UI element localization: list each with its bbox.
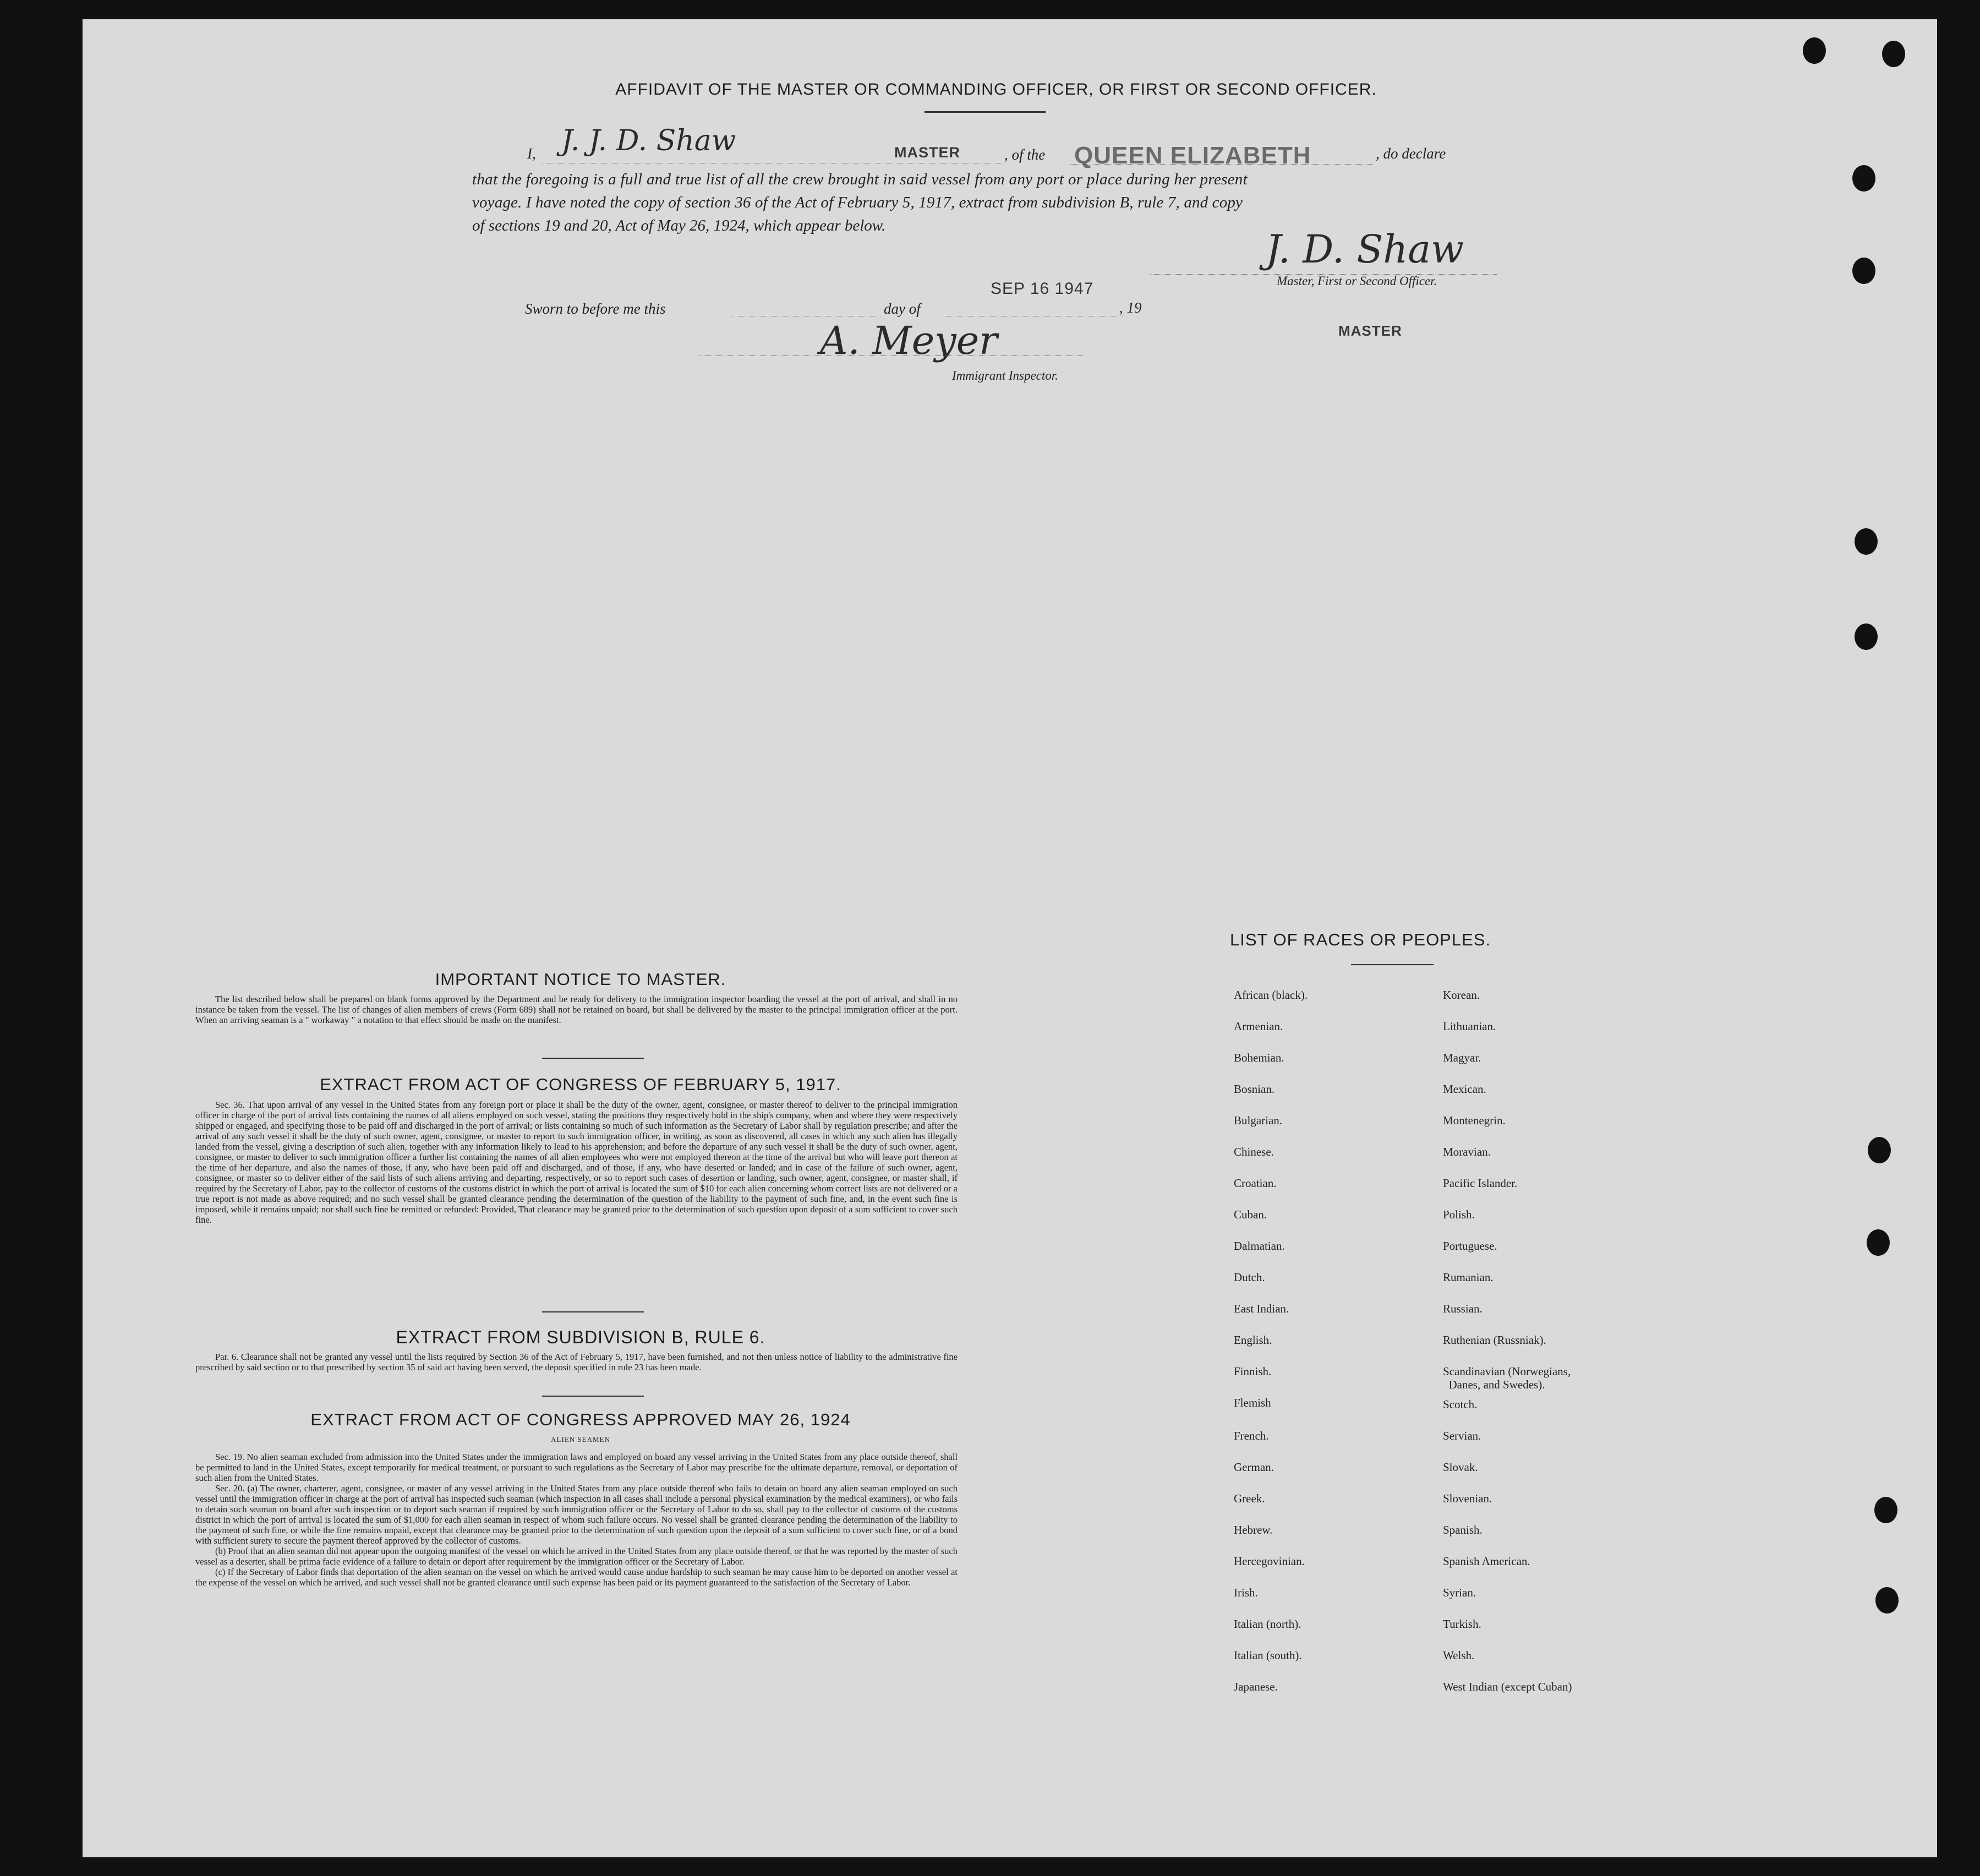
punch-hole	[1874, 1497, 1897, 1523]
race-item: Dalmatian.	[1234, 1239, 1285, 1253]
master-name-handwritten: J. J. D. Shaw	[561, 124, 736, 157]
affidavit-line-4: of sections 19 and 20, Act of May 26, 1924, which appear below.	[472, 217, 886, 234]
race-item: Lithuanian.	[1443, 1020, 1496, 1033]
punch-hole	[1855, 528, 1878, 555]
notice-body	[195, 994, 958, 1025]
sec-36-paragraph: Sec. 36. That upon arrival of any vessel in the United States from any foreign port or place it shall be the duty of the owner, agent, consignee, or master thereof to deliver to the principal immigration officer in charge of the port of arrival lists containing the names of all aliens employed on such vessel, stating the positions they respectively hold in the ship's company, when and where they were respectively shipped or engaged, and specifying those to be paid off and discharged in the port of arrival; or lists containing so much of such information as the Secretary of Labor shall by regulation prescribe; and after the arrival of any such vessel it shall be the duty of such owner, agent, consignee, or master to report to such immigration officer, in writing, as soon as discovered, all cases in which any such alien has illegally landed from the vessel, giving a description of such alien, together with any information likely to lead to his apprehension; and before the departure of any such vessel it shall be the duty of such owner, agent, consignee, or master to deliver to such immigration officer a further list containing the names of all alien employees who were not employed thereon at the time of the arrival but who will leave port thereon at the time of her departure, and also the names of those, if any, who have been paid off and discharged, and of those, if any, who have deserted or landed; and in case of the failure of such owner, agent, consignee, or master so to deliver either of the said lists of such aliens arriving and departing, respectively, or so to report such cases of desertion or landing, such owner, agent, consignee, or master shall, if required by the Secretary of Labor, pay to the collector of customs of the customs district in which the port of arrival is located the sum of $10 for each alien concerning whom correct lists are not delivered or a true report is not made as above required; and no such vessel shall be granted clearance pending the determination of the question of the liability to the payment of such fine, and, in the event such fine is imposed, while it remains unpaid; nor shall such fine be remitted or refunded: Provided, That clearance may be granted prior to the determination of such question upon deposit of a sum sufficient to cover such fine.	[195, 1100, 958, 1225]
race-item: Pacific Islander.	[1443, 1177, 1518, 1190]
rank-stamp: MASTER	[894, 144, 960, 161]
race-item: Korean.	[1443, 988, 1480, 1002]
race-item: Japanese.	[1234, 1680, 1278, 1693]
races-title-underline	[1351, 964, 1434, 965]
sec-20b-paragraph: (b) Proof that an alien seaman did not appear upon the outgoing manifest of the vessel on which he arrived in the United States from any place outside thereof, or that he was reported by the master of such vessel as a deserter, shall be prima facie evidence of a failure to detain or deport after requirement by the immigration officer or the Secretary of Labor.	[195, 1546, 958, 1567]
extract-rule6-title: EXTRACT FROM SUBDIVISION B, RULE 6.	[396, 1327, 765, 1347]
race-item: Dutch.	[1234, 1271, 1265, 1284]
year-prefix: , 19	[1119, 299, 1142, 316]
inspector-caption: Immigrant Inspector.	[952, 369, 1058, 382]
inspector-signature: A. Meyer	[820, 318, 998, 363]
divider	[542, 1396, 644, 1397]
sworn-text: Sworn to before me this	[525, 300, 666, 317]
extract-1917-body	[195, 1100, 958, 1225]
punch-hole	[1875, 1587, 1899, 1614]
race-item: Syrian.	[1443, 1586, 1476, 1599]
punch-hole	[1882, 41, 1905, 67]
race-item: Moravian.	[1443, 1145, 1491, 1158]
i-prefix: I,	[527, 145, 536, 162]
affidavit-title: AFFIDAVIT OF THE MASTER OR COMMANDING OFFICER, OR FIRST OR SECOND OFFICER.	[615, 80, 1377, 99]
title-underline	[925, 111, 1046, 113]
race-item: African (black).	[1234, 988, 1308, 1002]
race-item: East Indian.	[1234, 1302, 1289, 1315]
race-item: West Indian (except Cuban)	[1443, 1680, 1572, 1693]
punch-hole	[1868, 1137, 1891, 1163]
race-item: Portuguese.	[1443, 1239, 1497, 1253]
par-6-paragraph: Par. 6. Clearance shall not be granted any vessel until the lists required by Section 36 of the Act of February 5, 1917, have been furnished, and not then unless notice of liability to the administrative fine prescribed by said section or to that prescribed by section 35 of said act having been served, the deposit specified in rule 23 has been made.	[195, 1352, 958, 1372]
divider	[542, 1311, 644, 1312]
extract-1924-title: EXTRACT FROM ACT OF CONGRESS APPROVED MAY 26, 1924	[310, 1410, 851, 1429]
punch-hole	[1852, 165, 1875, 192]
notice-title: IMPORTANT NOTICE TO MASTER.	[435, 970, 726, 989]
race-item: Slovenian.	[1443, 1492, 1492, 1505]
race-item: French.	[1234, 1429, 1269, 1442]
race-item: Mexican.	[1443, 1082, 1486, 1096]
race-item: Italian (north).	[1234, 1617, 1301, 1631]
race-item: Ruthenian (Russniak).	[1443, 1333, 1546, 1347]
master-stamp: MASTER	[1338, 322, 1402, 339]
sec-20c-paragraph: (c) If the Secretary of Labor finds that deportation of the alien seaman on the vessel on which he arrived would cause undue hardship to such seaman he may cause him to be deported on another vessel at the expense of the vessel on which he arrived, and such vessel shall not be granted clearance until such expense has been paid or its payment guaranteed to the satisfaction of the Secretary of Labor.	[195, 1567, 958, 1588]
race-item: Turkish.	[1443, 1617, 1481, 1631]
race-item: Welsh.	[1443, 1649, 1475, 1662]
sec-19-paragraph: Sec. 19. No alien seaman excluded from admission into the United States under the immigration laws and employed on board any vessel arriving in the United States from any place outside thereof, shall be permitted to land in the United States, except temporarily for medical treatment, or pursuant to such regulations as the Secretary of Labor may prescribe for the ultimate departure, removal, or deportation of such alien from the United States.	[195, 1452, 958, 1483]
extract-1924-body	[195, 1452, 958, 1588]
notice-paragraph: The list described below shall be prepared on blank forms approved by the Department and be ready for delivery to the immigration inspector boarding the vessel at the port of arrival, and shall in no instance be taken from the vessel. The list of changes of alien members of crews (Form 689) shall not be retained on board, but shall be delivered by the master to the principal immigration officer at the port. When an arriving seaman is a " workaway " a notation to that effect should be made on the manifest.	[195, 994, 958, 1025]
race-item: Scandinavian (Norwegians, Danes, and Swedes).	[1443, 1365, 1571, 1391]
vessel-line	[1070, 164, 1373, 165]
race-item: Armenian.	[1234, 1020, 1283, 1033]
punch-hole	[1867, 1229, 1890, 1256]
race-item: Hebrew.	[1234, 1523, 1273, 1536]
race-item: Russian.	[1443, 1302, 1483, 1315]
race-item: Flemish	[1234, 1396, 1271, 1409]
sec-20a-paragraph: Sec. 20. (a) The owner, charterer, agent, consignee, or master of any vessel arriving in the United States from any place outside thereof who fails to detain on board any alien seaman employed on such vessel until the immigration officer in charge at the port of arrival has inspected such seaman (which inspection in all cases shall include a personal physical examination by the medical examiners), or who fails to detain such seaman on board after such inspection or to deport such seaman if required by such immigration officer or the Secretary of Labor to do so, shall pay to the collector of customs of the customs district in which the port of arrival is located the sum of $1,000 for each alien seaman in respect of whom such failure occurs. No vessel shall be granted clearance pending the determination of the liability to the payment of such fine, or while the fine remains unpaid, except that clearance may be granted prior to the determination of such question upon the deposit of a sum sufficient to cover such fine, or of a bond with sufficient surety to secure the payment thereof approved by the collector of customs.	[195, 1483, 958, 1546]
race-item: Rumanian.	[1443, 1271, 1494, 1284]
race-item: Slovak.	[1443, 1461, 1478, 1474]
master-signature: J. D. Shaw	[1266, 227, 1464, 272]
vessel-stamp: QUEEN ELIZABETH	[1074, 142, 1311, 169]
race-item: Hercegovinian.	[1234, 1555, 1305, 1568]
race-item: Montenegrin.	[1443, 1114, 1506, 1127]
inspector-signature-line	[699, 355, 1084, 356]
race-item: Spanish American.	[1443, 1555, 1530, 1568]
divider	[542, 1058, 644, 1059]
race-item: Bohemian.	[1234, 1051, 1284, 1064]
race-item: Croatian.	[1234, 1177, 1277, 1190]
race-item: Servian.	[1443, 1429, 1481, 1442]
race-item: Spanish.	[1443, 1523, 1483, 1536]
affidavit-line-3: voyage. I have noted the copy of section 36 of the Act of February 5, 1917, extract from subdivision B, rule 7, and copy	[472, 194, 1243, 211]
race-item: Bosnian.	[1234, 1082, 1275, 1096]
day-of-text: day of	[884, 300, 921, 317]
punch-hole	[1852, 258, 1875, 284]
alien-seamen-subtitle: ALIEN SEAMEN	[551, 1435, 610, 1443]
date-stamp: SEP 16 1947	[991, 280, 1094, 298]
race-item: Polish.	[1443, 1208, 1475, 1221]
extract-rule6-body	[195, 1352, 958, 1372]
race-item: Irish.	[1234, 1586, 1258, 1599]
of-the-text: , of the	[1004, 146, 1046, 163]
race-item: Chinese.	[1234, 1145, 1274, 1158]
scan-border	[1937, 0, 1980, 1876]
race-item: Italian (south).	[1234, 1649, 1302, 1662]
punch-hole	[1803, 37, 1826, 64]
race-item: Bulgarian.	[1234, 1114, 1283, 1127]
affidavit-line-2: that the foregoing is a full and true list of all the crew brought in said vessel from any port or place during her present	[472, 171, 1248, 188]
master-caption: Master, First or Second Officer.	[1277, 274, 1437, 288]
races-left-column	[1234, 988, 1432, 1711]
race-item: Magyar.	[1443, 1051, 1481, 1064]
race-item: Scotch.	[1443, 1398, 1478, 1411]
races-right-column	[1443, 988, 1674, 1711]
do-declare-text: , do declare	[1376, 145, 1446, 162]
race-item: Cuban.	[1234, 1208, 1267, 1221]
punch-hole	[1855, 623, 1878, 650]
race-item: Greek.	[1234, 1492, 1265, 1505]
races-title: LIST OF RACES OR PEOPLES.	[1230, 930, 1491, 949]
race-item: English.	[1234, 1333, 1272, 1347]
extract-1917-title: EXTRACT FROM ACT OF CONGRESS OF FEBRUARY 5, 1917.	[320, 1075, 841, 1094]
race-item: German.	[1234, 1461, 1274, 1474]
race-item: Finnish.	[1234, 1365, 1272, 1378]
